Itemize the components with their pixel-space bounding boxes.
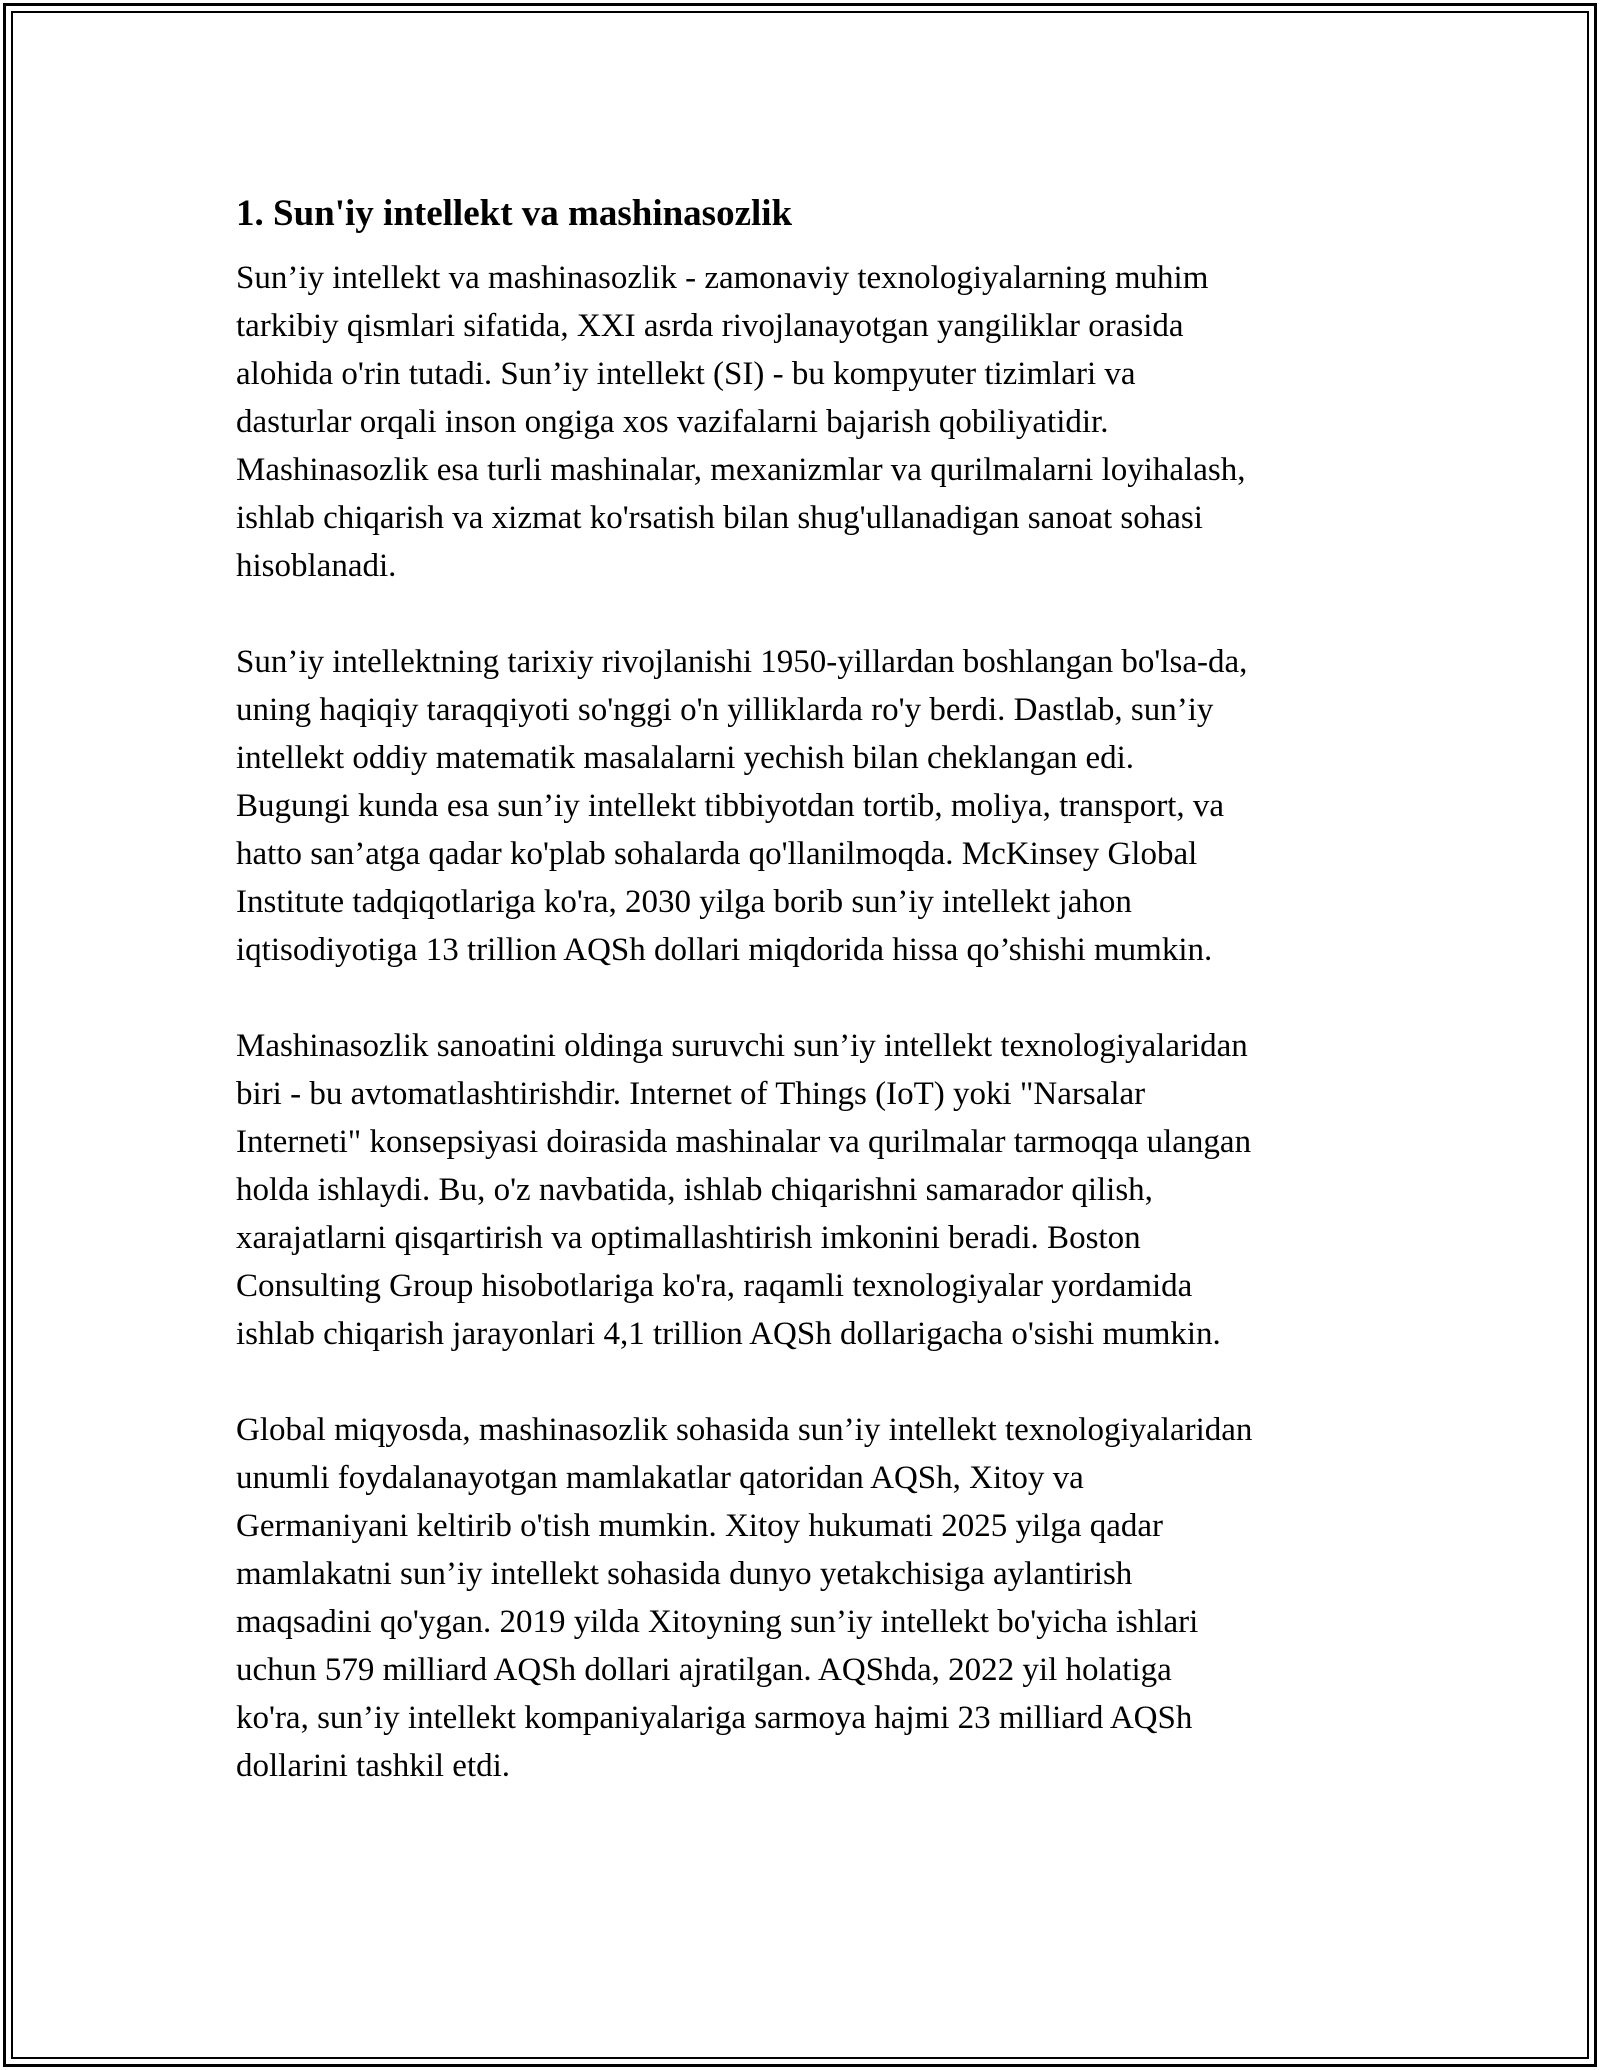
text-line: xarajatlarni qisqartirish va optimallashtirish imkonini beradi. Boston — [236, 1220, 1141, 1256]
text-line: uchun 579 milliard AQSh dollari ajratilgan. AQShda, 2022 yil holatiga — [236, 1652, 1172, 1688]
text-line: Institute tadqiqotlariga ko'ra, 2030 yilga borib sun’iy intellekt jahon — [236, 884, 1132, 920]
text-line: biri - bu avtomatlashtirishdir. Internet of Things (IoT) yoki "Narsalar — [236, 1076, 1146, 1112]
text-line: Germaniyani keltirib o'tish mumkin. Xitoy hukumati 2025 yilga qadar — [236, 1508, 1164, 1544]
paragraph-intro — [236, 254, 1376, 590]
text-line: ishlab chiqarish va xizmat ko'rsatish bilan shug'ullanadigan sanoat sohasi — [236, 500, 1203, 536]
text-line: holda ishlaydi. Bu, o'z navbatida, ishlab chiqarishni samarador qilish, — [236, 1172, 1153, 1208]
section-title: 1. Sun'iy intellekt va mashinasozlik — [236, 193, 793, 234]
paragraph-history — [236, 638, 1376, 974]
text-line: Mashinasozlik sanoatini oldinga suruvchi sun’iy intellekt texnologiyalaridan — [236, 1028, 1248, 1064]
text-line: maqsadini qo'ygan. 2019 yilda Xitoyning sun’iy intellekt bo'yicha ishlari — [236, 1604, 1199, 1640]
text-line: Sun’iy intellekt va mashinasozlik - zamonaviy texnologiyalarning muhim — [236, 260, 1209, 296]
text-line: alohida o'rin tutadi. Sun’iy intellekt (SI) - bu kompyuter tizimlari va — [236, 356, 1136, 392]
text-line: mamlakatni sun’iy intellekt sohasida dunyo yetakchisiga aylantirish — [236, 1556, 1133, 1592]
text-line: hatto san’atga qadar ko'plab sohalarda qo'llanilmoqda. McKinsey Global — [236, 836, 1198, 872]
text-line: dollarini tashkil etdi. — [236, 1748, 511, 1784]
paragraph-automation — [236, 1022, 1376, 1358]
document-body — [236, 190, 1376, 1838]
text-line: unumli foydalanayotgan mamlakatlar qatoridan AQSh, Xitoy va — [236, 1460, 1084, 1496]
text-line: dasturlar orqali inson ongiga xos vazifalarni bajarish qobiliyatidir. — [236, 404, 1109, 440]
text-line: Interneti" konsepsiyasi doirasida mashinalar va qurilmalar tarmoqqa ulangan — [236, 1124, 1252, 1160]
text-line: Bugungi kunda esa sun’iy intellekt tibbiyotdan tortib, moliya, transport, va — [236, 788, 1225, 824]
paragraph-global — [236, 1406, 1376, 1790]
text-line: ko'ra, sun’iy intellekt kompaniyalariga sarmoya hajmi 23 milliard AQSh — [236, 1700, 1193, 1736]
text-line: iqtisodiyotiga 13 trillion AQSh dollari miqdorida hissa qo’shishi mumkin. — [236, 932, 1213, 968]
text-line: Global miqyosda, mashinasozlik sohasida sun’iy intellekt texnologiyalaridan — [236, 1412, 1253, 1448]
text-line: Mashinasozlik esa turli mashinalar, mexanizmlar va qurilmalarni loyihalash, — [236, 452, 1246, 488]
text-line: ishlab chiqarish jarayonlari 4,1 trillion AQSh dollarigacha o'sishi mumkin. — [236, 1316, 1221, 1352]
text-line: tarkibiy qismlari sifatida, XXI asrda rivojlanayotgan yangiliklar orasida — [236, 308, 1184, 344]
text-line: uning haqiqiy taraqqiyoti so'nggi o'n yilliklarda ro'y berdi. Dastlab, sun’iy — [236, 692, 1214, 728]
text-line: hisoblanadi. — [236, 548, 397, 584]
text-line: Consulting Group hisobotlariga ko'ra, raqamli texnologiyalar yordamida — [236, 1268, 1193, 1304]
text-line: Sun’iy intellektning tarixiy rivojlanishi 1950-yillardan boshlangan bo'lsa-da, — [236, 644, 1248, 680]
text-line: intellekt oddiy matematik masalalarni yechish bilan cheklangan edi. — [236, 740, 1135, 776]
